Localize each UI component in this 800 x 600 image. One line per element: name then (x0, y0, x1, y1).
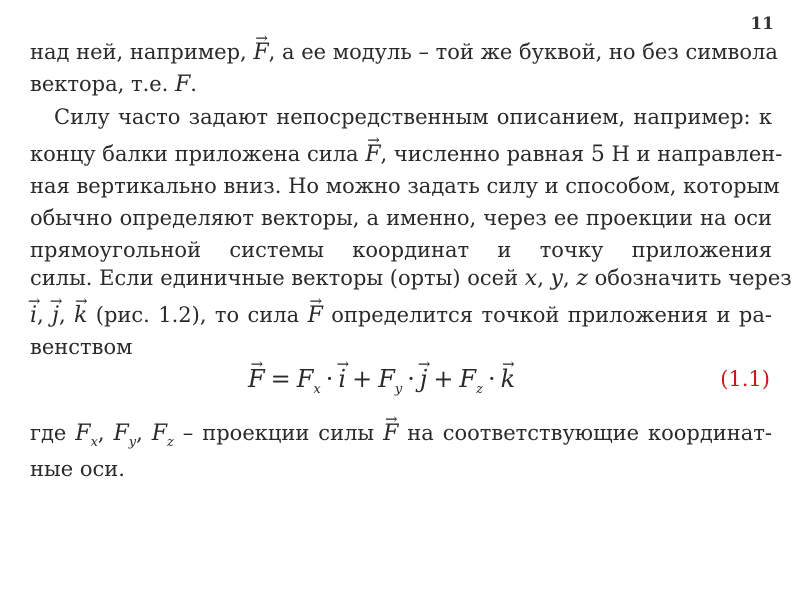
text-line-4 (30, 138, 783, 171)
number-five: 5 (590, 142, 605, 167)
equation-1-1 (0, 362, 800, 396)
component-f: F (151, 421, 168, 446)
axis-x: x (524, 266, 538, 291)
equals-sign: = (270, 365, 291, 393)
vector-k: → k (501, 362, 516, 396)
vector-k: → k (74, 300, 87, 332)
vector-j: → j (420, 362, 427, 396)
subscript-y: y (394, 382, 403, 397)
text: , а ее модуль – той же буквой, но без символа (268, 40, 778, 64)
subscript-z: z (476, 382, 483, 397)
comma: , (537, 266, 551, 290)
vector-f: → F (308, 300, 323, 332)
comma: , (97, 421, 114, 445)
text-line-6 (30, 202, 772, 234)
text-line-3 (54, 101, 772, 133)
text: на соответствующие координат- (398, 421, 772, 445)
text: венством (30, 335, 133, 359)
text: обычно определяют векторы, а именно, через ее проекции на оси (30, 206, 772, 230)
comma: , (562, 266, 577, 290)
plus-sign: + (352, 365, 373, 393)
component-f: F (113, 421, 129, 446)
text: (рис. 1.2), то сила (87, 303, 308, 327)
text-line-10 (30, 331, 772, 363)
component-f: F (75, 421, 91, 446)
text: и направлен- (629, 142, 783, 166)
subscript-y: y (128, 435, 137, 450)
vector-f: → F (365, 139, 380, 171)
vector-f: → F (383, 418, 398, 450)
comma: , (37, 303, 53, 327)
text: над ней, например, (30, 40, 254, 64)
text: . (190, 72, 197, 96)
subscript-z: z (167, 435, 174, 450)
component-f: F (459, 365, 477, 393)
text: – проекции силы (173, 421, 384, 445)
page-number: 11 (750, 14, 774, 34)
text: определится точкой приложения и ра- (322, 303, 772, 327)
comma: , (136, 421, 152, 445)
text-line-5 (30, 170, 780, 202)
dot-operator: · (407, 365, 415, 393)
text: ная вертикально вниз. Но можно задать силу и способом, которым (30, 174, 780, 198)
plus-sign: + (433, 365, 454, 393)
text-line-2 (30, 68, 772, 101)
axis-y: y (550, 266, 563, 291)
axis-z: z (576, 266, 588, 291)
dot-operator: · (325, 365, 334, 393)
text-line-9 (30, 299, 772, 332)
text: Силу часто задают непосредственным описанием, например: к (54, 105, 772, 129)
text: обозначить через (587, 266, 792, 290)
equation-number: (1.1) (720, 367, 770, 391)
equation-body (248, 362, 515, 407)
subscript-x: x (313, 382, 321, 397)
text-line-1 (30, 36, 778, 69)
unit-newton: Н (611, 142, 630, 166)
text: прямоугольной системы координат и точку приложения (30, 238, 772, 262)
text-line-8 (30, 262, 792, 295)
comma: , (58, 303, 75, 327)
vector-j: → j (52, 300, 59, 332)
text: где (30, 421, 76, 445)
vector-f: → F (248, 362, 265, 396)
symbol-f: F (175, 72, 191, 97)
text-line-12 (30, 453, 772, 485)
vector-f: → F (253, 37, 268, 69)
text: вектора, т.е. (30, 72, 176, 96)
text: силы. Если единичные векторы (орты) осей (30, 266, 525, 290)
vector-i: → i (30, 300, 37, 332)
dot-operator: · (487, 365, 496, 393)
text: ные оси. (30, 457, 125, 481)
component-f: F (378, 365, 395, 393)
text: , численно равная (380, 142, 591, 166)
text: концу балки приложена сила (30, 142, 366, 166)
subscript-x: x (90, 435, 98, 450)
vector-i: → i (338, 362, 346, 396)
component-f: F (296, 365, 314, 393)
